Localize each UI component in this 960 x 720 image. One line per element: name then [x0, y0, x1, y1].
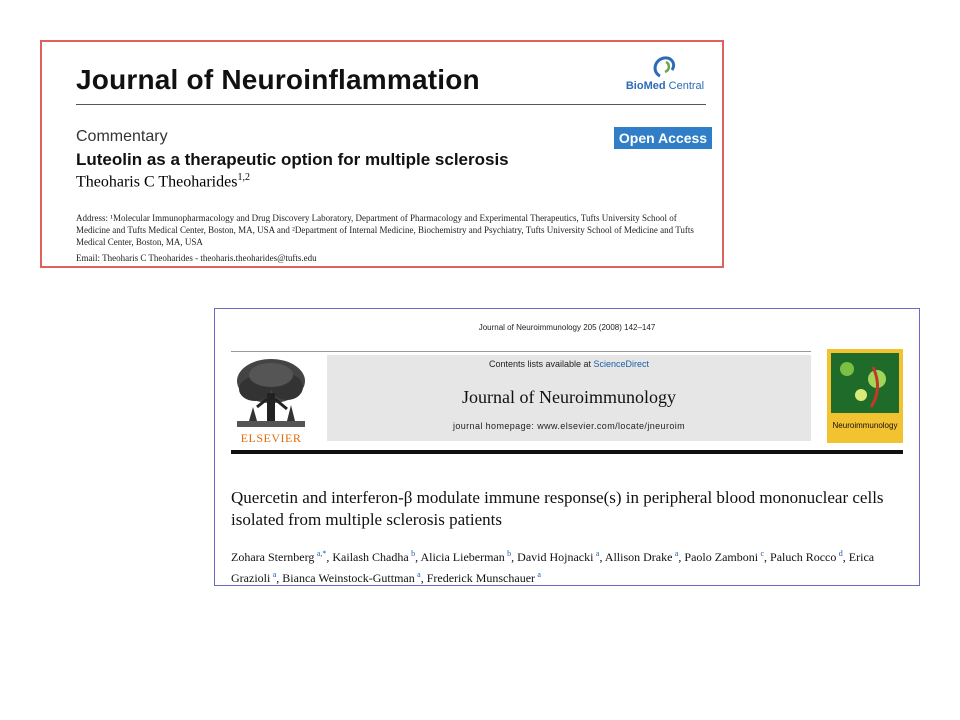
author-affiliation: a: [537, 570, 541, 579]
author: [605, 550, 679, 564]
author-name: Kailash Chadha: [332, 550, 409, 564]
journal-banner: [327, 355, 811, 441]
publisher-name: ELSEVIER: [240, 431, 302, 445]
journal-homepage: journal homepage: www.elsevier.com/locate/jneuroim: [452, 421, 686, 431]
author: [684, 550, 764, 564]
article-title: Luteolin as a therapeutic option for multiple sclerosis: [76, 150, 509, 169]
author-affiliation: a: [417, 570, 421, 579]
author: [427, 571, 541, 585]
author-name: Paluch Rocco: [770, 550, 837, 564]
author-email: Email: Theoharis C Theoharides - theoharis.theoharides@tufts.edu: [76, 253, 317, 263]
author-name: Frederick Munschauer: [426, 571, 536, 585]
biomed-central-swirl-icon: [620, 54, 710, 80]
author-affiliation: b: [507, 549, 512, 558]
sciencedirect-link[interactable]: ScienceDirect: [593, 359, 650, 369]
contents-list-line: Contents lists available at ScienceDirect: [488, 359, 650, 369]
author-address: Address: ¹Molecular Immunopharmacology and Drug Discovery Laboratory, Department of Pharmacology and Experimental Therapeutics, Tufts University School of Medicine and Tufts Medical Center, Boston, MA, USA and ²Department of Internal Medicine, Biochemistry and Psychiatry, Tufts University School of Medicine and Tufts Medical Center, Boston, MA, USA: [76, 213, 694, 247]
open-access-badge: Open Access: [614, 127, 712, 149]
article-title: Quercetin and interferon-β modulate immune response(s) in peripheral blood mononuclear cells isolated from multiple sclerosis patients: [231, 488, 884, 529]
journal-cover-thumbnail: [827, 349, 903, 443]
author-name: Zohara Sternberg: [231, 550, 315, 564]
author-line: [76, 172, 250, 191]
author: [282, 571, 420, 585]
cover-label: Neuroimmunology: [832, 421, 898, 430]
article-header-card-neuroimmunology: [214, 308, 920, 586]
author: [420, 550, 511, 564]
author-affiliation: b: [411, 549, 416, 558]
author-affiliation: a: [674, 549, 679, 558]
journal-name: Journal of Neuroimmunology: [462, 387, 676, 407]
article-header-card-neuroinflammation: [40, 40, 724, 268]
author-name: Bianca Weinstock-Guttman: [282, 571, 415, 585]
publisher-name: BioMed Central: [625, 80, 705, 92]
author: [231, 550, 326, 564]
author-name: Theoharis C Theoharides: [76, 173, 238, 191]
journal-title: Journal of Neuroinflammation: [76, 64, 480, 95]
header-divider: [231, 351, 811, 352]
author-name: Allison Drake: [604, 550, 673, 564]
author-affiliation: d: [838, 549, 843, 558]
author-affiliation: a: [595, 549, 600, 558]
article-section: Commentary: [76, 128, 168, 145]
title-divider: [231, 450, 903, 454]
author: [770, 550, 843, 564]
author-name: Paolo Zamboni: [684, 550, 759, 564]
author-name: David Hojnacki: [517, 550, 594, 564]
author-list: Zohara Sternberg $^{a,*}$, Kailash Chadha $^b$, Alicia Lieberman $^b$, David Hojnacki $^a$, Allison Drake $^a$, Paolo Zamboni $^c$, Paluch Rocco $^d$, Erica Grazioli $^a$, Bianca Weinstock-Guttman $^a$, Frederick Munschauer $^a$: [231, 549, 875, 585]
author-name: Alicia Lieberman: [420, 550, 505, 564]
author-affiliation: a: [272, 570, 277, 579]
author-affiliation: 1,2: [237, 172, 250, 183]
biomed-central-logo: [620, 54, 710, 94]
author: [332, 550, 415, 564]
author: [517, 550, 599, 564]
author-name: Erica Grazioli: [231, 550, 875, 585]
author-affiliation: c: [760, 549, 765, 558]
author-affiliation: a,*: [316, 549, 327, 558]
header-divider: [76, 104, 706, 105]
journal-citation: Journal of Neuroimmunology 205 (2008) 142–147: [478, 323, 656, 332]
